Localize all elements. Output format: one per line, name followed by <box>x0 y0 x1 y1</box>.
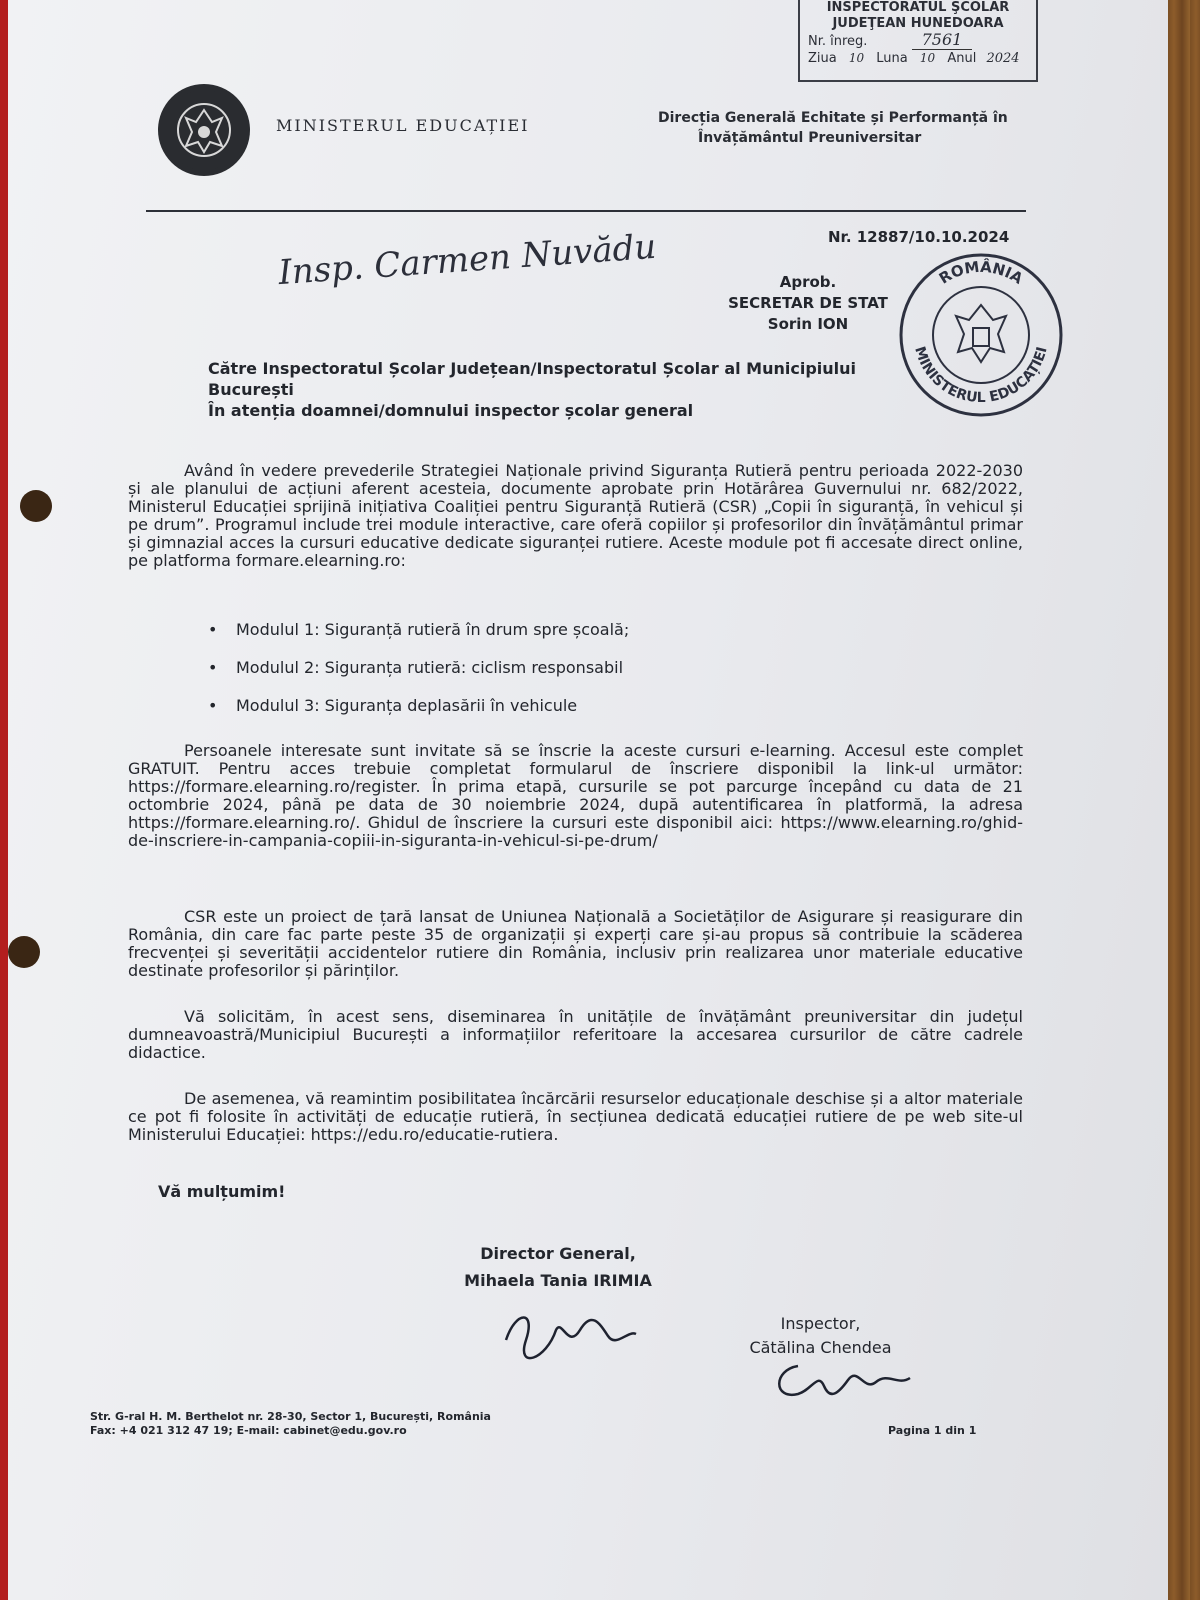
inspector-signature-icon <box>768 1356 918 1406</box>
paragraph-resources: De asemenea, vă reamintim posibilitatea încărcării resurselor educaționale deschise și a altor materiale ce pot fi folosite în activități de educație rutieră, în secțiunea dedicată educației rutiere de pe web site-ul Ministerului Educației: https://edu.ro/educatie-rutiera. <box>128 1089 1023 1144</box>
footer-contact <box>90 1410 491 1438</box>
footer-fax-email: Fax: +4 021 312 47 19; E-mail: cabinet@edu.gov.ro <box>90 1424 407 1437</box>
director-name: Mihaela Tania IRIMIA <box>464 1271 652 1290</box>
ministry-logo-icon <box>158 84 250 176</box>
approval-title: SECRETAR DE STAT <box>728 294 888 312</box>
document-page <box>8 0 1168 1600</box>
registration-number-value: 7561 <box>912 30 973 50</box>
document-number: Nr. 12887/10.10.2024 <box>828 228 1010 246</box>
month-value: 10 <box>919 51 936 65</box>
closing-thanks: Vă mulțumim! <box>158 1182 286 1201</box>
directorate-line1: Direcția Generală Echitate și Performanță în <box>658 110 1008 126</box>
day-value: 10 <box>848 51 865 65</box>
official-seal-icon <box>896 250 1066 420</box>
seal-top-text: ROMÂNIA <box>935 257 1027 288</box>
inspector-signature-block <box>728 1312 913 1360</box>
day-label: Ziua <box>808 51 837 66</box>
approval-block <box>708 272 908 335</box>
addressee-block <box>208 358 888 421</box>
paragraph-csr: CSR este un proiect de țară lansat de Uniunea Națională a Societăților de Asigurare și reasigurare din România, din care fac parte peste 35 de organizații și experți care și-au propus să contribuie la scăderea frecvenței și severității accidentelor rutiere din România, inclusiv prin realizarea unor materiale educative destinate profesorilor și părinților. <box>128 907 1023 980</box>
footer-address: Str. G-ral H. M. Berthelot nr. 28-30, Sector 1, București, România <box>90 1410 491 1423</box>
registration-number-label: Nr. înreg. <box>808 34 868 49</box>
approval-name: Sorin ION <box>767 315 849 333</box>
director-title: Director General, <box>480 1244 636 1263</box>
registration-stamp <box>798 0 1038 82</box>
paragraph-registration: Persoanele interesate sunt invitate să se înscrie la aceste cursuri e-learning. Accesul este complet GRATUIT. Pentru acces trebuie completat formularul de înscriere disponibil la link-ul următor: https://formare.elearning.ro/register. În prima etapă, cursurile se pot parcurge începând cu data de 21 octombrie 2024, până pe data de 30 noiembrie 2024, după autentificarea în platformă, la adresa https://formare.elearning.ro/. Ghidul de înscriere la cursuri este disponibil aici: https://www.elearning.ro/ghid-de-inscriere-in-campania-copiii-in-siguranta-in-vehicul-si-pe-drum/ <box>128 741 1023 850</box>
punch-hole <box>8 936 40 968</box>
module-2-text: Modulul 2: Siguranța rutieră: ciclism responsabil <box>236 658 624 677</box>
module-1-text: Modulul 1: Siguranță rutieră în drum spre școală; <box>236 620 630 639</box>
registration-stamp-line2: JUDEŢEAN HUNEDOARA <box>832 16 1004 31</box>
inspector-title: Inspector, <box>780 1314 861 1333</box>
addressee-line1: Către Inspectoratul Școlar Județean/Inspectoratul Școlar al Municipiului București <box>208 359 857 399</box>
year-value: 2024 <box>986 51 1020 66</box>
module-3-text: Modulul 3: Siguranța deplasării în vehicule <box>236 696 578 715</box>
list-item: • Modulul 2: Siguranța rutieră: ciclism responsabil <box>208 658 624 677</box>
director-signature-block <box>448 1240 668 1294</box>
year-label: Anul <box>947 51 977 66</box>
punch-hole <box>20 490 52 522</box>
handwritten-resolution: Insp. Carmen Nuvădu <box>277 226 658 294</box>
registration-number-row <box>808 32 1028 50</box>
director-signature-icon <box>496 1300 646 1370</box>
seal-bottom-text: MINISTERUL EDUCAȚIEI <box>911 344 1051 407</box>
list-item: • Modulul 3: Siguranța deplasării în vehicule <box>208 696 578 715</box>
registration-stamp-line1: INSPECTORATUL ŞCOLAR <box>826 0 1010 15</box>
registration-date-row <box>808 50 1028 67</box>
paragraph-intro: Având în vedere prevederile Strategiei Naționale privind Siguranța Rutieră pentru perioada 2022-2030 și ale planului de acțiuni aferent acesteia, documente aprobate prin Hotărârea Guvernului nr. 682/2022, Ministerul Educației sprijină inițiativa Coaliției pentru Siguranță Rutieră (CSR) „Copii în siguranță, în vehicul și pe drum”. Programul include trei module interactive, care oferă copiilor și profesorilor din învățământul primar și gimnazial acces la cursuri educative dedicate siguranței rutiere. Aceste module pot fi accesate direct online, pe platforma formare.elearning.ro: <box>128 461 1023 570</box>
page-number: Pagina 1 din 1 <box>888 1424 977 1437</box>
month-label: Luna <box>876 51 908 66</box>
directorate-line2: Învățământul Preuniversitar <box>698 130 922 146</box>
paragraph-request: Vă solicităm, în acest sens, diseminarea în unitățile de învățământ preuniversitar din județul dumneavoastră/Municipiul București a informațiilor referitoare la accesarea cursurilor de către cadrele didactice. <box>128 1007 1023 1062</box>
modules-list <box>208 620 629 734</box>
inspector-name: Cătălina Chendea <box>749 1338 892 1357</box>
list-item: • Modulul 1: Siguranță rutieră în drum spre școală; <box>208 620 630 639</box>
approval-label: Aprob. <box>779 273 837 291</box>
header-divider <box>146 210 1026 212</box>
ministry-name: MINISTERUL EDUCAȚIEI <box>276 116 530 135</box>
directorate-name <box>658 108 1008 148</box>
addressee-line2: În atenția doamnei/domnului inspector școlar general <box>208 401 694 420</box>
